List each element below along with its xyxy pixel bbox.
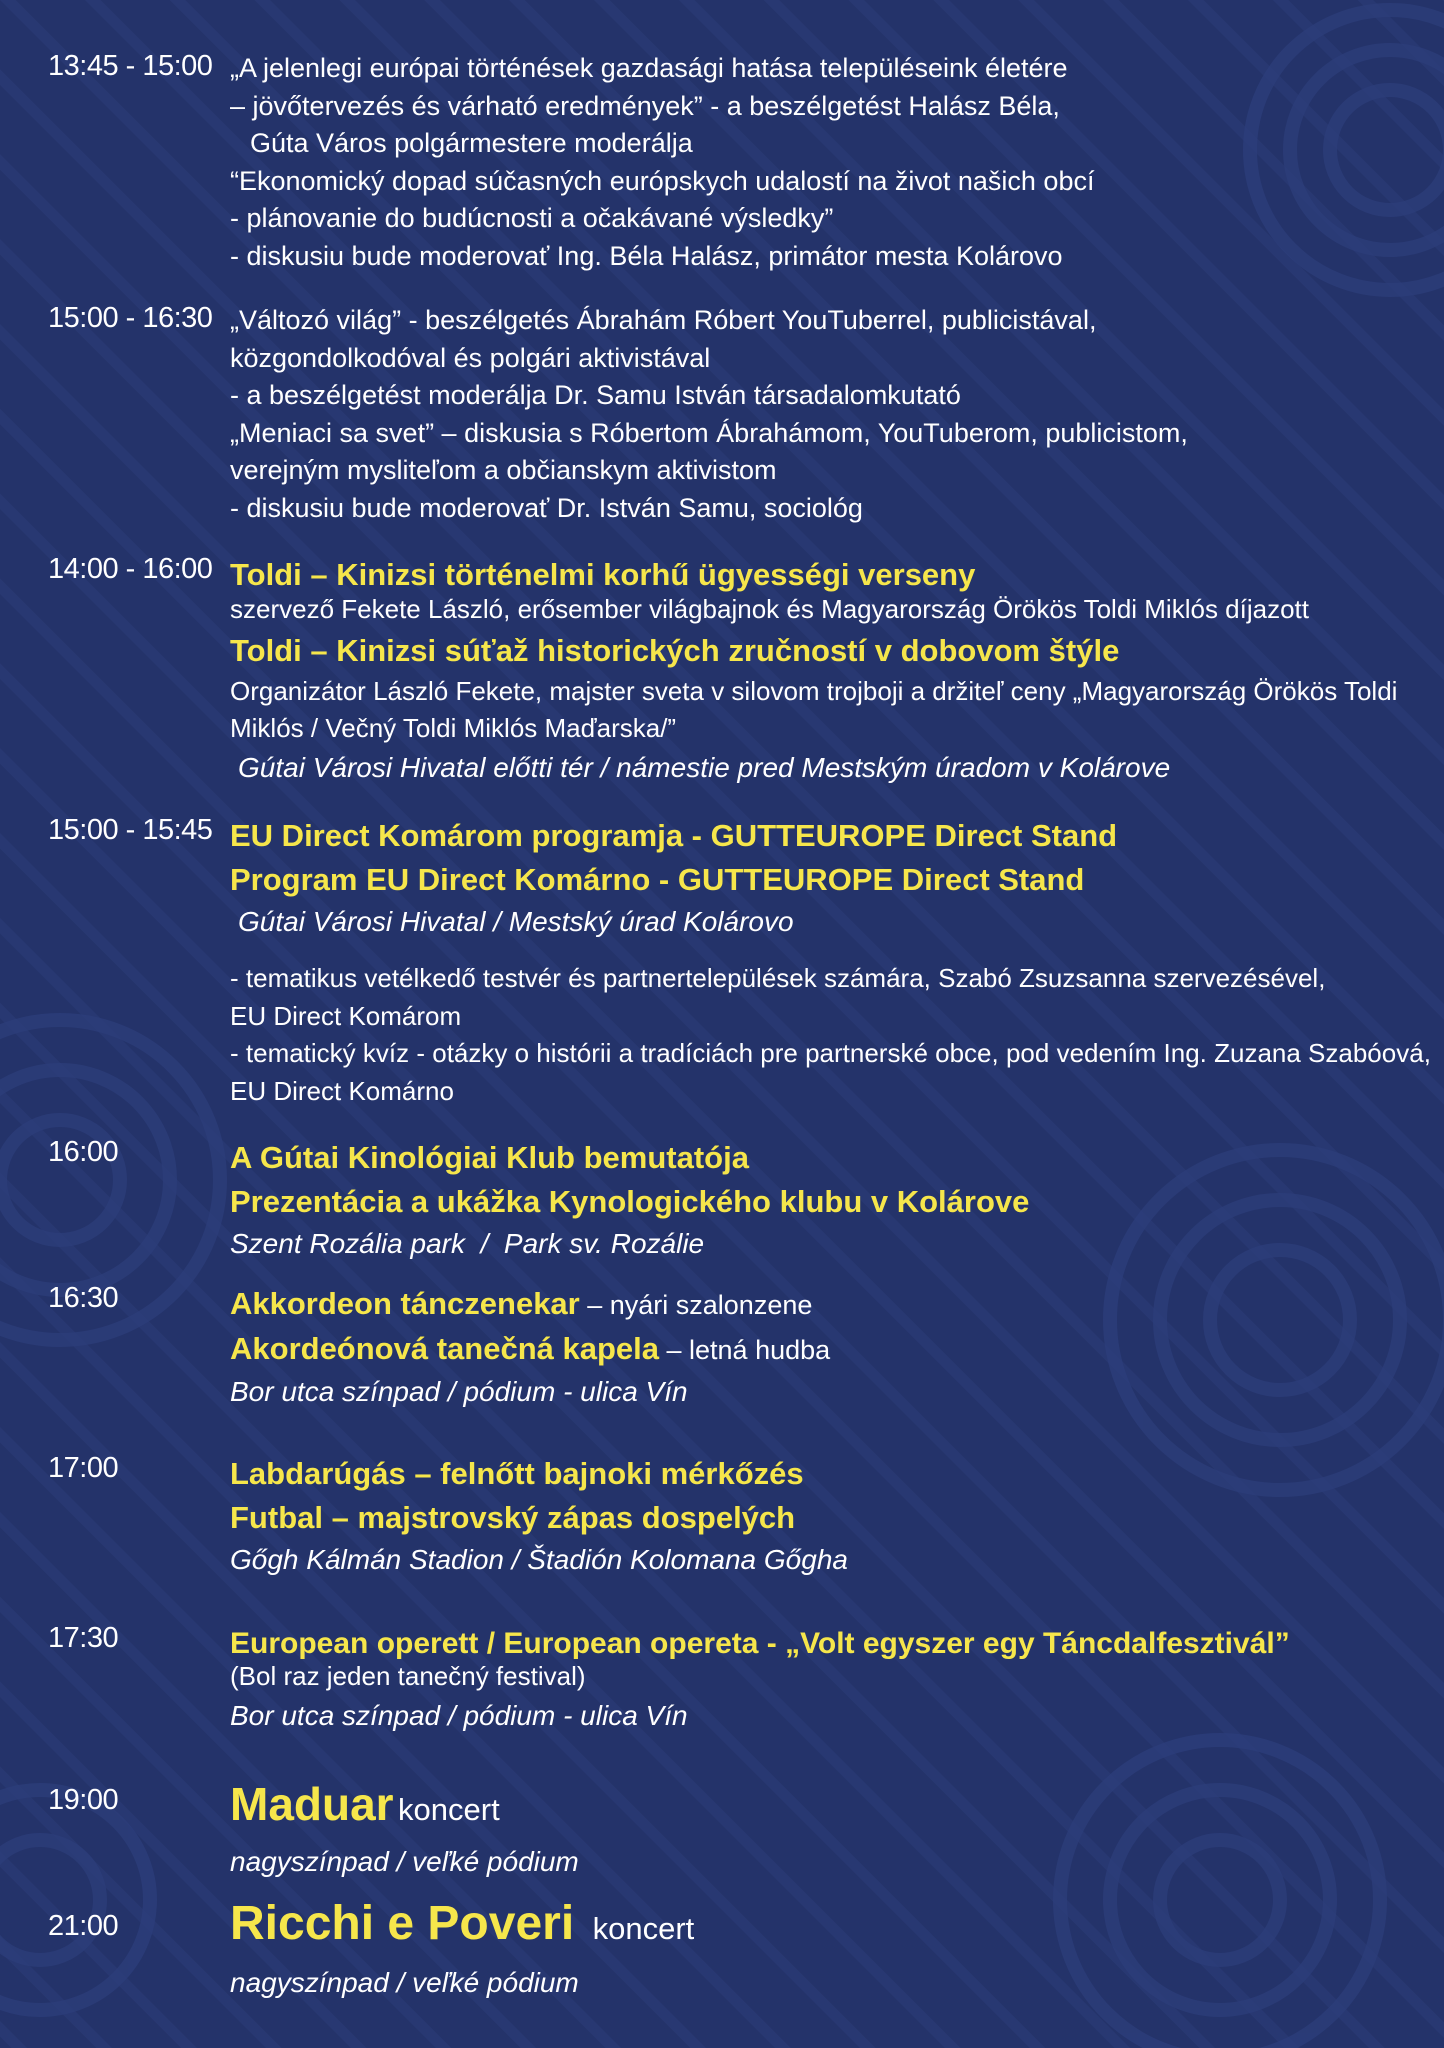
entry-content	[230, 1136, 1420, 1264]
description-line: - tematický kvíz - otázky o histórii a tradíciách pre partnerské obce, pod vedením Ing. Zuzana Szabóová,	[230, 1038, 1431, 1068]
event-kind: koncert	[592, 1911, 695, 1946]
event-kind: koncert	[398, 1792, 500, 1827]
description-line: “Ekonomický dopad súčasných európskych udalostí na život našich obcí	[230, 165, 1095, 196]
description-line: EU Direct Komárno	[230, 1075, 454, 1106]
event-venue: Bor utca színpad / pódium - ulica Vín	[230, 1699, 688, 1731]
entry-content	[230, 1896, 1420, 2003]
entry-content	[230, 1622, 1420, 1736]
description-line: - diskusiu bude moderovať Ing. Béla Halász, primátor mesta Kolárovo	[230, 240, 1063, 271]
event-description: Miklós / Večný Toldi Miklós Maďarska/”	[230, 713, 677, 743]
description-line: „A jelenlegi európai történések gazdasági hatása településeink életére	[230, 53, 1068, 83]
event-title: Toldi – Kinizsi történelmi korhű ügyességi verseny	[230, 557, 976, 592]
time-label: 15:00 - 15:45	[48, 814, 213, 846]
time-label: 17:30	[48, 1622, 119, 1654]
event-venue: Szent Rozália park / Park sv. Rozálie	[230, 1228, 705, 1259]
entry-content	[230, 50, 1420, 275]
event-venue: Bor utca színpad / pódium - ulica Vín	[230, 1376, 688, 1407]
description-line: - diskusiu bude moderovať Dr. István Samu, sociológ	[230, 492, 863, 523]
description-line: „Változó világ” - beszélgetés Ábrahám Róbert YouTuberrel, publicistával,	[230, 305, 1097, 335]
entry-content	[230, 302, 1420, 527]
event-venue: Gútai Városi Hivatal / Mestský úrad Kolárovo	[238, 906, 794, 937]
description-line: „Meniaci sa svet” – diskusia s Róbertom Ábrahámom, YouTuberom, publicistom,	[230, 417, 1188, 448]
event-title-row	[230, 1327, 1420, 1372]
time-label: 19:00	[48, 1784, 119, 1816]
time-label: 16:30	[48, 1282, 119, 1314]
event-title: Prezentácia a ukážka Kynologického klubu v Kolárove	[230, 1184, 1030, 1219]
event-title-row	[230, 1282, 1420, 1327]
time-label: 14:00 - 16:00	[48, 553, 213, 585]
concert-title-row	[230, 1896, 1420, 1963]
event-title: Akordeónová tanečná kapela	[230, 1331, 659, 1366]
artist-name: Maduar	[230, 1778, 394, 1830]
description-line: - plánovanie do budúcnosti a očakávané výsledky”	[230, 203, 834, 233]
time-label: 13:45 - 15:00	[48, 50, 213, 82]
event-venue: nagyszínpad / veľké pódium	[230, 1967, 579, 1998]
entry-content	[230, 1452, 1420, 1580]
description-line: Gúta Város polgármestere moderálja	[250, 128, 693, 158]
entry-content	[230, 814, 1431, 1110]
artist-name: Ricchi e Poveri	[230, 1897, 575, 1950]
event-title: Program EU Direct Komárno - GUTTEUROPE Direct Stand	[230, 862, 1085, 897]
event-title: Futbal – majstrovský zápas dospelých	[230, 1500, 796, 1535]
description-line: verejným mysliteľom a občianskym aktivistom	[230, 455, 777, 485]
description-line: közgondolkodóval és polgári aktivistával	[230, 342, 711, 373]
time-label: 16:00	[48, 1136, 119, 1168]
time-label: 17:00	[48, 1452, 119, 1484]
event-subtitle: – nyári szalonzene	[579, 1290, 813, 1320]
event-venue: nagyszínpad / veľké pódium	[230, 1846, 579, 1877]
event-description: Organizátor László Fekete, majster sveta v silovom trojboji a držiteľ ceny „Magyarország Örökös Toldi	[230, 675, 1398, 706]
event-subtitle: (Bol raz jeden tanečný festival)	[230, 1661, 586, 1691]
event-title: A Gútai Kinológiai Klub bemutatója	[230, 1140, 749, 1175]
event-title: Akkordeon tánczenekar	[230, 1286, 580, 1321]
description-line: – jövőtervezés és várható eredmények” - a beszélgetést Halász Béla,	[230, 90, 1060, 121]
event-title: EU Direct Komárom programja - GUTTEUROPE Direct Stand	[230, 818, 1118, 853]
description-line: EU Direct Komárom	[230, 1000, 462, 1031]
event-description: szervező Fekete László, erősember világbajnok és Magyarország Örökös Toldi Miklós díjazott	[230, 594, 1309, 624]
event-subtitle: – letná hudba	[659, 1335, 831, 1365]
event-title: European operett / European opereta - „Volt egyszer egy Táncdalfesztivál”	[230, 1627, 1290, 1660]
entry-content	[230, 1778, 1420, 1882]
event-title: Labdarúgás – felnőtt bajnoki mérkőzés	[230, 1456, 804, 1491]
entry-content	[230, 1282, 1420, 1412]
concert-title-row	[230, 1778, 1420, 1842]
time-label: 15:00 - 16:30	[48, 302, 213, 334]
event-venue: Gőgh Kálmán Stadion / Štadión Kolomana Gőgha	[230, 1544, 848, 1575]
description-line: - tematikus vetélkedő testvér és partnertelepülések számára, Szabó Zsuzsanna szervezésével,	[230, 963, 1326, 993]
time-label: 21:00	[48, 1910, 119, 1942]
entry-content	[230, 553, 1420, 788]
event-venue: Gútai Városi Hivatal előtti tér / námestie pred Mestským úradom v Kolárove	[238, 751, 1171, 783]
description-line: - a beszélgetést moderálja Dr. Samu István társadalomkutató	[230, 380, 961, 410]
event-title: Toldi – Kinizsi súťaž historických zručností v dobovom štýle	[230, 632, 1120, 668]
